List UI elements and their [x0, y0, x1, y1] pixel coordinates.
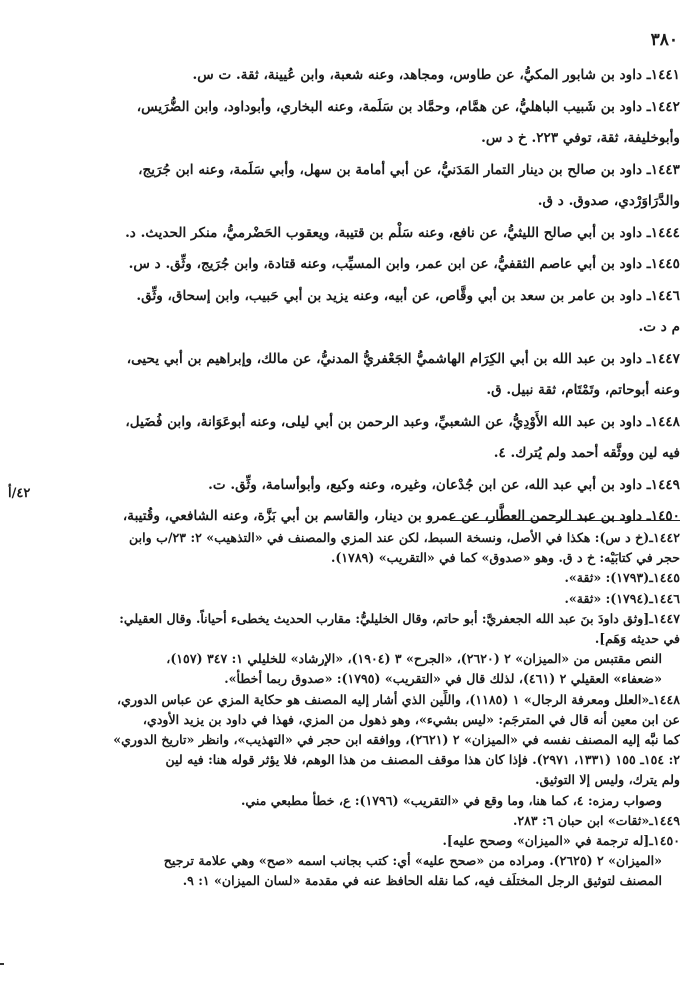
entry-line: ١٤٤٥ـ داود بن أبي عاصم الثقفيُّ، عن ابن عمر، وابن المسيِّب، وعنه قتادة، وابن جُرَيج، وثِّق. د س. — [128, 256, 680, 272]
entry — [18, 218, 680, 250]
footnote-continuation-line: وصواب رمزه: ٤، كما هنا، وما وقع في «التقريب» (١٧٩٦): ع، خطأ مطبعي مني. — [240, 792, 662, 808]
footnote-line: ١٤٤٧ـ[وثق داودَ بنَ عبد الله الجعفريَّ: أبو حاتم، وقال الخليليُّ: مقارب الحديث يخطىء أحياناً. وقال العقيلي: — [119, 610, 680, 626]
footnote — [18, 690, 680, 811]
entry — [18, 470, 680, 502]
biographical-entries — [18, 60, 680, 533]
footnotes — [18, 528, 680, 892]
footnote — [18, 811, 680, 831]
footnote-line: ١٤٤٥ـ(١٧٩٣): «ثقة». — [564, 570, 680, 586]
entry-line: ١٤٤٢ـ داود بن شَبيب الباهليُّ، عن همَّام، وحمَّاد بن سَلَمة، وعنه البخاري، وأبوداود، وابن الضُّرَيس، — [136, 98, 680, 115]
footnote — [18, 589, 680, 609]
footnote — [18, 831, 680, 892]
footnote-line: ١٤٥٠ـ[له ترجمة في «الميزان» وصحح عليه]. — [442, 833, 680, 849]
footnote-line: عن ابن معين أنه قال في المترجَم: «ليس بشيء»، وهو ذهول من المزي، فهذا في داود بن يزيد الأودي، — [142, 711, 680, 727]
entry — [18, 92, 680, 155]
footnote-line: ٢: ١٥٤ـ ١٥٥ (١٣٣١، ٢٩٧١). فإذا كان هذا موقف المصنف من هذا الوهم، فلا يؤثر قوله هنا: فيه لين — [165, 752, 680, 768]
footnote-line: ١٤٤٨ـ«العلل ومعرفة الرجال» ١ (١١٨٥)، واللِّين الذي أشار إليه المصنف هو حكاية المزي عن عباس الدوري، — [117, 691, 680, 707]
entry-line: والدَّرَاوَرْدي، صدوق. د ق. — [537, 193, 680, 209]
manuscript-folio-ref: ٤٢/أ — [8, 486, 31, 501]
entry — [18, 60, 680, 92]
footnote — [18, 609, 680, 690]
entry-line: ١٤٤٦ـ داود بن عامر بن سعد بن أبي وقَّاص، عن أبيه، وعنه يزيد بن أبي حَبيب، وابن إسحاق، وثِّق. — [136, 287, 680, 304]
entry — [18, 155, 680, 218]
entry-line: ١٤٥٠ـ داود بن عبد الرحمن العطَّار، عن عمرو بن دينار، والقاسم بن أبي بَزَّة، وعنه الشافعي، وقُتيبة، — [122, 508, 680, 524]
entry-line: وأبوخليفة، ثقة، توفي ٢٢٣. خ د س. — [481, 130, 680, 146]
entry-line: ١٤٤٧ـ داود بن عبد الله بن أبي الكِرَام الهاشميُّ الجَعْفريُّ المدنيُّ، عن مالك، وإبراهيم بن أبي يحيى، — [126, 350, 680, 367]
footnote-continuation-line: «ضعفاء» العقيلي ٢ (٤٦١)، لذلك قال في «التقريب» (١٧٩٥): «صدوق ربما أخطأ». — [224, 671, 662, 687]
footnote-continuation-line: «الميزان» ٢ (٢٦٢٥). ومراده من «صحح عليه» أي: كتب بجانب اسمه «صح» وهي علامة ترجيح — [163, 853, 662, 869]
footnote-line: حجر في كتابَيْه: خ د ق. وهو «صدوق» كما في «التقريب» (١٧٨٩). — [330, 550, 680, 566]
footnote-continuation-line: المصنف لتوثيق الرجل المختلَف فيه، كما نقله الحافظ عنه في مقدمة «لسان الميزان» ١: ٩. — [182, 873, 662, 889]
page-number: ٣٨٠ — [650, 30, 678, 50]
scan-mark — [0, 963, 4, 965]
entry — [18, 249, 680, 281]
footnote-line: ١٤٤٩ـ«ثقات» ابن حبان ٦: ٢٨٣. — [513, 812, 680, 828]
entry-line: ١٤٤١ـ داود بن شابور المكيُّ، عن طاوس، ومجاهد، وعنه شعبة، وابن عُيينة، ثقة. ت س. — [192, 67, 680, 83]
footnote-line: ولم يترك، وليس إلا التوثيق. — [535, 772, 680, 788]
entry — [18, 407, 680, 470]
entry — [18, 344, 680, 407]
entry — [18, 281, 680, 344]
footnote — [18, 528, 680, 568]
entry-line: فيه لين ووثَّقه أحمد ولم يُترك. ٤. — [493, 445, 680, 461]
footnote-line: ١٤٤٦ـ(١٧٩٤): «ثقة». — [564, 590, 680, 606]
footnote-line: في حديثه وَهَم]. — [594, 631, 680, 647]
entry-line: ١٤٤٤ـ داود بن أبي صالح الليثيُّ، عن نافع، وعنه سَلْم بن قتيبة، ويعقوب الحَضْرميُّ، منكر الحديث. د. — [125, 224, 680, 241]
footnote-divider — [450, 520, 680, 521]
entry-line: ١٤٤٨ـ داود بن عبد الله الأَوْدِيُّ، عن الشعبيِّ، وعبد الرحمن بن أبي ليلى، وعنه أبوعَوَانة، وابن فُضَيل، — [125, 413, 680, 430]
footnote-continuation-line: النص مقتبس من «الميزان» ٢ (٢٦٢٠)، «الجرح» ٣ (١٩٠٤)، «الإرشاد» للخليلي ١: ٣٤٧ (١٥٧)، — [166, 651, 662, 667]
entry-line: ١٤٤٩ـ داود بن أبي عبد الله، عن ابن جُدْعان، وغيره، وعنه وكيع، وأبوأسامة، وثِّق. ت. — [208, 476, 680, 493]
entry-line: م د ت. — [638, 319, 680, 335]
entry-line: ١٤٤٣ـ داود بن صالح بن دينار التمار المَدَنيُّ، عن أبي أمامة بن سهل، وأبي سَلَمة، وعنه ابن جُرَيج، — [138, 161, 680, 178]
footnote — [18, 568, 680, 588]
entry-line: وعنه أبوحاتم، وتَمْتَام، ثقة نبيل. ق. — [486, 382, 680, 398]
footnote-line: كما نبَّه إليه المصنف نفسه في «الميزان» ٢ (٢٦٢١)، ووافقه ابن حجر في «التهذيب»، وانظر «تاريخ الدوري» — [113, 732, 680, 748]
footnote-line: ١٤٤٢ـ(خ د س): هكذا في الأصل، ونسخة السبط، لكن عند المزي والمصنف في «التذهيب» ٢: ٢٣/ب وابن — [129, 530, 680, 545]
